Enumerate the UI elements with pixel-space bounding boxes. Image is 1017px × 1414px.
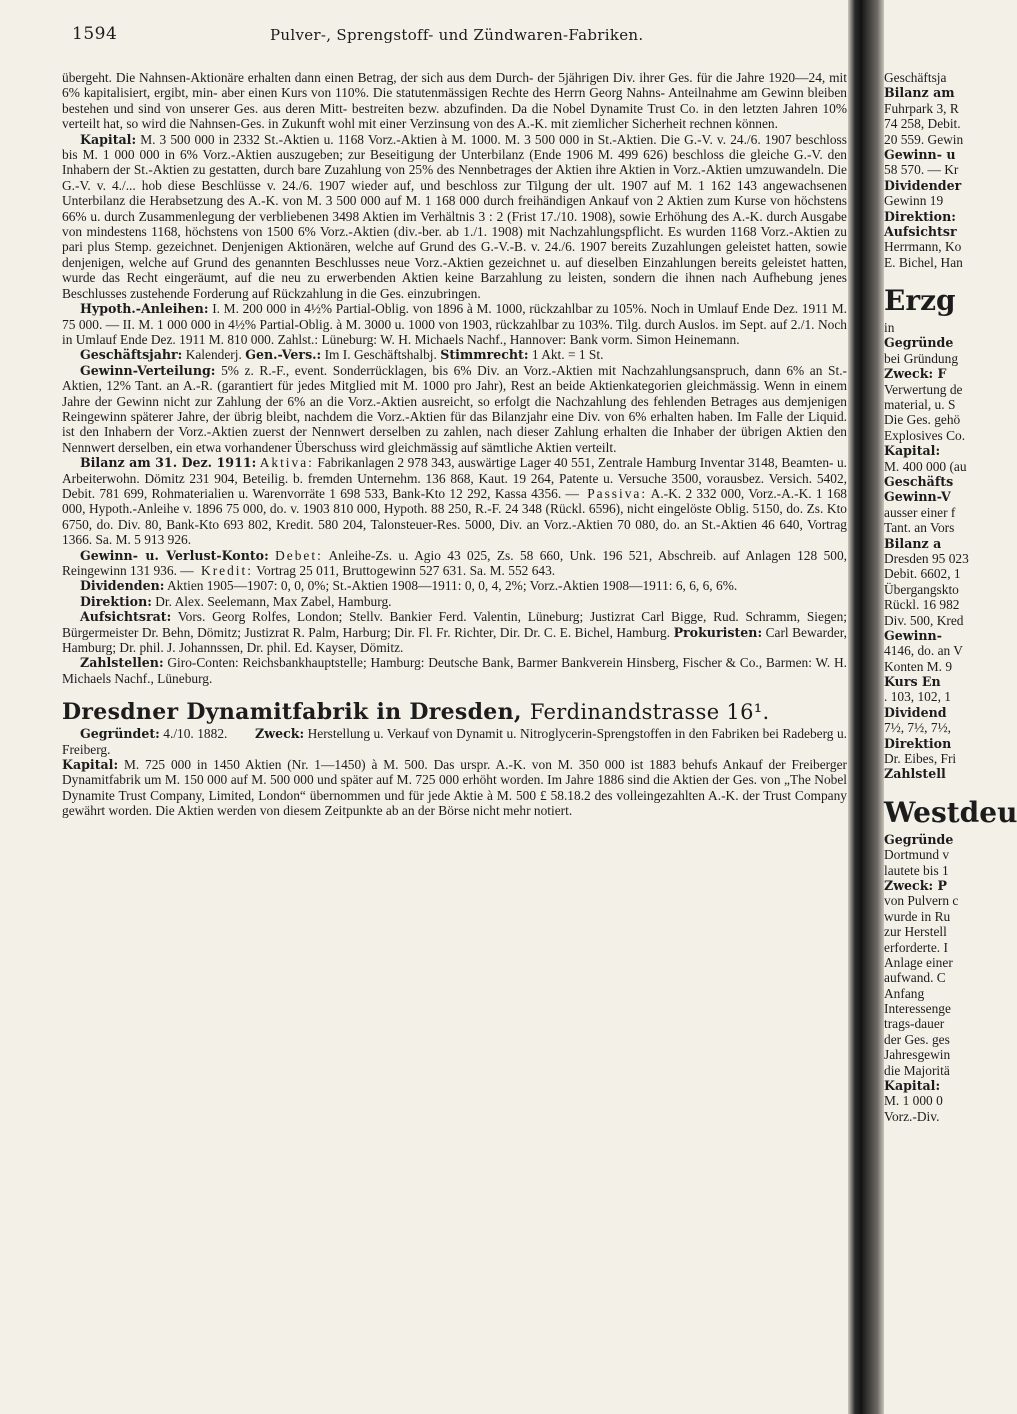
side-line: wurde in Ru: [884, 908, 951, 924]
side-line: Vorz.-Div.: [884, 1108, 940, 1124]
side-line: E. Bichel, Han: [884, 254, 963, 270]
stimmrecht-label: Stimmrecht:: [440, 347, 529, 363]
side-line: Gewinn- u: [884, 146, 956, 162]
side-line: in: [884, 320, 895, 336]
side-line: Direktion: [884, 735, 952, 751]
side-line: erforderte. I: [884, 939, 948, 955]
side-line: die Majoritä: [884, 1062, 950, 1078]
company-name: Dresdner Dynamitfabrik in Dresden,: [62, 699, 522, 726]
guv-section: Gewinn- u. Verlust-Konto: Debet: Anleihe-Zs. u. Agio 43 025, Zs. 58 660, Unk. 196 521, Abschreib. auf Anlagen 128 500, Reingewinn 131 936. — Kredit: Vortrag 25 011, Bruttogewinn 527 631. Sa. M. 552 643.: [62, 547, 847, 578]
direktion-section: Direktion: Dr. Alex. Seelemann, Max Zabel, Hamburg.: [80, 593, 392, 609]
side-line: Dividend: [884, 704, 947, 720]
side-line: Explosives Co.: [884, 427, 966, 443]
side-line: Die Ges. gehö: [884, 412, 961, 428]
intro-paragraph: übergeht. Die Nahnsen-Aktionäre erhalten dann einen Betrag, der sich aus dem Durch- der 5jährigen Div. ihrer Ges. für die Jahre 1920—24, mit 6% kapitalisiert, ergibt, min- aber einen Kurs von 110%. Die statutenmässigen Rechte des Herrn Georg Nahns- Anteilnahme am Gewinn bleiben bestehen und sind von unserer Ges. aus deren Mitt- bestreiten bezw. abzufinden. Da die Nobel Dynamite Trust Co. in den letzten Jahren 10% verteilt hat, so wird die Nahnsen-Ges. in Zukunft wohl mit einer Verzinsung von des A.-K. mit ziemlicher Sicherheit rechnen können.: [62, 70, 847, 132]
gegruendet-section: Gegründet: 4./10. 1882. Zweck: Herstellung u. Verkauf von Dynamit u. Nitroglycerin-Sprengstoffen in den Fabriken bei Radeberg u. Freiberg.: [62, 726, 848, 757]
side-line: Geschäfts: [884, 473, 954, 489]
side-line: Zahlstell: [884, 766, 946, 782]
side-line: aufwand. C: [884, 970, 946, 986]
side-line: Herrmann, Ko: [884, 239, 962, 255]
side-line: Gewinn-V: [884, 489, 951, 505]
kapital2-section: Kapital: M. 725 000 in 1450 Aktien (Nr. 1—1450) à M. 500. Das urspr. A.-K. von M. 350 000 ist 1883 behufs Ankauf der Freiberger Dynamitfabrik um M. 150 000 auf M. 500 000 und später auf M. 725 000 erhöht worden. Im Jahre 1886 sind die Aktien der Ges. von „The Nobel Dynamite Trust Company, Limited, London“ übernommen und für jede Aktie à M. 500 £ 58.18.2 des volleingezahlten A.-K. der Trust Company gewährt worden. Die Aktien werden von diesem Zeitpunkte ab an der Börse nicht mehr notiert.: [62, 757, 847, 819]
dividenden-label: Dividenden:: [80, 578, 165, 594]
side-line: Interessenge: [884, 1001, 951, 1017]
side-line: . 103, 102, 1: [884, 689, 951, 705]
side-line: ausser einer f: [884, 504, 956, 520]
side-line: Aufsichtsr: [884, 223, 957, 239]
bilanz-section: Bilanz am 31. Dez. 1911: Aktiva: Fabrikanlagen 2 978 343, auswärtige Lager 40 551, Zentrale Hamburg Inventar 3148, Beamten- u. Arbeiterwohn. Dömitz 231 904, Beteilig. b. fremden Unternehm. 136 868, Kaut. 19 264, Patente u. Versuche 3500, vorausbez. Versich. 5402, Debit. 781 699, Rohmaterialien u. Warenvorräte 1 698 533, Bank-Kto 12 292, Kassa 4356. — Passiva: A.-K. 2 332 000, Vorz.-A.-K. 1 168 000, Hypoth.-Anleihe v. 1896 75 000, do. v. 1903 810 000, Hypoth. 88 250, R.-F. 24 348 (Rückl. 6596), nicht eingelöste Oblig. 5150, do. Zs. Kto 6750, do. Div. 80, Bank-Kto 693 802, Kredit. 580 204, Talonsteuer-Res. 5000, Div. an Vorz.-Aktien 70 080, do. an St.-Aktien 46 640, Vortrag 1366. Sa. M. 5 913 926.: [62, 455, 847, 548]
side-heading-erz: Erzg: [884, 284, 956, 318]
side-line: Konten M. 9: [884, 658, 953, 674]
side-line: Zweck: F: [884, 366, 947, 382]
hypoth-text: I. M. 200 000 in 4½% Partial-Oblig. von 1896 à M. 1000, rückzahlbar zu 105%. Noch in Umlauf Ende Dez. 1911 M. 75 000. — II. M. 1 000 000 in 4½% Partial-Oblig. à M. 3000 u. 1000 von 1903, rückzahlbar zu 103%. Tilg. durch Auslos. im Sept. auf 2./1. Noch in Umlauf Ende Dez. 1911 M. 810 000. Zahlst.: Lüneburg: W. H. Michaels Nachf., Hannover: Bank vorm. Simon Heinemann.: [62, 301, 848, 347]
prokuristen-label: Prokuristen:: [673, 624, 763, 640]
main-column: [62, 70, 847, 819]
book-gutter-shadow: [848, 0, 862, 1414]
geschaeftsjahr-line: Geschäftsjahr: Kalenderj. Gen.-Vers.: Im I. Geschäftshalbj. Stimmrecht: 1 Akt. = 1 St.: [80, 347, 604, 363]
side-line: Fuhrpark 3, R: [884, 100, 959, 116]
side-line: Jahresgewin: [884, 1047, 951, 1063]
side-line: Kapital:: [884, 1078, 941, 1094]
side-line: Dresden 95 023: [884, 550, 969, 566]
kapital2-label: Kapital:: [62, 757, 119, 773]
kapital-text: M. 3 500 000 in 2332 St.-Aktien u. 1168 Vorz.-Aktien à M. 1000. M. 3 500 000 in St.-Aktien. Die G.-V. v. 24./6. 1907 beschloss bis M. 1 000 000 in 6% Vorz.-Aktien auszugeben; zur Beseitigung der Unterbilanz (Ende 1906 M. 499 626) beschloss die gleiche G.-V. den Inhabern der St.-Aktien zu gestatten, durch bare Zuzahlung von 25% des Nennbetrages der Aktien ihre Aktien in Vorz.-Aktien umzuwandeln. Die G.-V. v. 4./... hob diese Beschlüsse v. 24./6. 1907 wieder auf, und beschloss zur Tilgung der ult. 1907 auf M. 1 162 143 angewachsenen Unterbilanz die Herabsetzung des A.-K. von M. 3 500 000 auf M. 1 168 000 durch freihändigen Ankauf von 2 Aktien zum Kurse von höchstens 66% u. durch Zusammenlegung der verbliebenen 3498 Aktien im Verhältnis 3 : 2 (Frist 17./10. 1908), sowie Erhöhung des A.-K. durch Ausgabe von mindestens 1168, höchstens von 1500 6% Vorz.-Aktien (div.-ber. ab 1./1. 1908) mit Nachzahlungspflicht. Es wurden 1168 Vorz.-Aktien zu pari plus Stemp. gezeichnet. Denjenigen Aktionären, welche auf Grund des G.-V.-B. v. 24./6. 1907 bereits Zuzahlungen geleistet hatten, sowie denjenigen, welche auf Grund des genannten Beschlusses neue Vorz.-Aktien gezeichnet u. auf dieselben Einzahlungen bereits geleistet hatten, wurde das Recht eingeräumt, auf die neu zu erwerbenden Aktien keine Barzahlung zu leisten, sondern die ihnen nach Aufhebung jenes Beschlusses zustehende Forderung auf Rückzahlung in die Ges. einzubringen.: [62, 131, 847, 301]
side-line: Dr. Eibes, Fri: [884, 751, 957, 767]
hypoth-label: Hypoth.-Anleihen:: [80, 301, 209, 317]
side-line: Anlage einer: [884, 954, 953, 970]
running-title: Pulver-, Sprengstoff- und Zündwaren-Fabriken.: [270, 26, 644, 44]
kapital-label: Kapital:: [80, 131, 137, 147]
aufsichtsrat-label: Aufsichtsrat:: [80, 609, 172, 625]
side-line: Gegründe: [884, 831, 954, 847]
side-line: Dividender: [884, 177, 962, 193]
dividenden-section: Dividenden: Aktien 1905—1907: 0, 0, 0%; St.-Aktien 1908—1911: 0, 0, 4, 2%; Vorz.-Aktien 1908—1911: 6, 6, 6, 6%.: [80, 578, 738, 594]
zweck-label: Zweck:: [255, 726, 305, 742]
side-line: Kapital:: [884, 443, 941, 459]
side-line: Übergangskto: [884, 581, 959, 597]
side-line: von Pulvern c: [884, 893, 959, 909]
gewinnverteilung-section: Gewinn-Verteilung: 5% z. R.-F., event. Sonderrücklagen, bis 6% Div. an Vorz.-Aktien mit Nachzahlungsanspruch, dann 6% an St.-Aktien, 12% Tant. an A.-R. (garantiert für jedes Mitglied mit M. 1000 pro Jahr), Rest an beide Aktienkategorien gleichmässig. Wenn in einem Jahre der Gewinn nicht zur Zahlung der 6% an die Vorz.-Aktien ausreicht, so erfolgt die Nachzahlung des fehlenden Betrages aus demjenigen Reingewinn späterer Jahre, der übrig bleibt, nachdem die Vorz.-Aktien für das Bilanzjahr eine Div. von 6% erhalten haben. Im Falle der Liquid. ist den Inhabern der Vorz.-Aktien zuerst der Nennwert derselben zu zahlen, nach dieser Zahlung erhalten die Inhaber der übrigen Aktien den Nennwert derselben, ein etwa vorhandener Überschuss wird gleichmässig auf sämtliche Aktien verteilt.: [62, 362, 847, 455]
adjacent-page-column: [884, 70, 1017, 1414]
company-address: Ferdinandstrasse 16¹.: [529, 700, 770, 725]
side-line: Tant. an Vors: [884, 520, 955, 536]
kapital-section: [62, 132, 847, 301]
side-line: 58 570. — Kr: [884, 162, 959, 178]
side-line: material, u. S: [884, 397, 956, 413]
side-line: Kurs En: [884, 674, 941, 690]
bilanz-label: Bilanz am 31. Dez. 1911:: [80, 455, 257, 471]
direktion-label: Direktion:: [80, 593, 152, 609]
zahlstellen-label: Zahlstellen:: [80, 655, 164, 671]
side-line: Geschäftsja: [884, 70, 947, 85]
side-line: Div. 500, Kred: [884, 612, 964, 628]
side-line: trags-dauer: [884, 1016, 945, 1032]
side-heading-west: Westdeu: [884, 795, 1017, 829]
book-gutter-edge: [862, 0, 884, 1414]
company-heading: [62, 698, 847, 726]
side-line: 74 258, Debit.: [884, 116, 961, 132]
side-line: M. 400 000 (au: [884, 458, 967, 474]
side-line: Verwertung de: [884, 381, 963, 397]
side-line: Zweck: P: [884, 877, 947, 893]
gegruendet-label: Gegründet:: [80, 726, 160, 742]
genvers-label: Gen.-Vers.:: [245, 347, 322, 363]
side-line: Bilanz a: [884, 535, 942, 551]
page-number: 1594: [72, 24, 118, 44]
side-line: bei Gründung: [884, 350, 959, 366]
guv-label: Gewinn- u. Verlust-Konto:: [80, 547, 269, 563]
side-line: Gewinn-: [884, 627, 942, 643]
aufsichtsrat-section: Aufsichtsrat: Vors. Georg Rolfes, London; Stellv. Bankier Ferd. Valentin, Lüneburg; Justizrat Carl Bigge, Rud. Schramm, Siegen; Bürgermeister Dr. Behn, Dömitz; Justizrat R. Palm, Harburg; Dir. Fl. Fr. Richter, Dir. Dr. C. E. Bichel, Hamburg. Prokuristen: Carl Bewarder, Hamburg; Dr. phil. J. Johannssen, Dr. phil. Ed. Kayser, Dömitz.: [62, 609, 848, 656]
geschaeftsjahr-label: Geschäftsjahr:: [80, 347, 183, 363]
side-line: lautete bis 1: [884, 862, 949, 878]
side-line: Debit. 6602, 1: [884, 566, 961, 582]
side-line: M. 1 000 0: [884, 1093, 943, 1109]
zahlstellen-section: Zahlstellen: Giro-Conten: Reichsbankhauptstelle; Hamburg: Deutsche Bank, Barmer Bankverein Hinsberg, Fischer & Co., Barmen: W. H. Michaels Nachf., Lüneburg.: [62, 655, 847, 686]
side-line: 20 559. Gewin: [884, 131, 964, 147]
side-line: Rückl. 16 982: [884, 597, 960, 613]
gewinnverteilung-label: Gewinn-Verteilung:: [80, 362, 216, 378]
hypoth-section: [62, 301, 847, 347]
side-line: Direktion:: [884, 208, 956, 224]
side-line: Gewinn 19: [884, 193, 944, 209]
side-line: Gegründe: [884, 335, 954, 351]
side-line: 7½, 7½, 7½,: [884, 720, 951, 736]
side-line: Anfang: [884, 985, 925, 1001]
side-line: Bilanz am: [884, 85, 955, 101]
side-line: 4146, do. an V: [884, 643, 963, 659]
side-line: Dortmund v: [884, 847, 950, 863]
side-line: der Ges. ges: [884, 1031, 950, 1047]
side-line: zur Herstell: [884, 924, 947, 940]
